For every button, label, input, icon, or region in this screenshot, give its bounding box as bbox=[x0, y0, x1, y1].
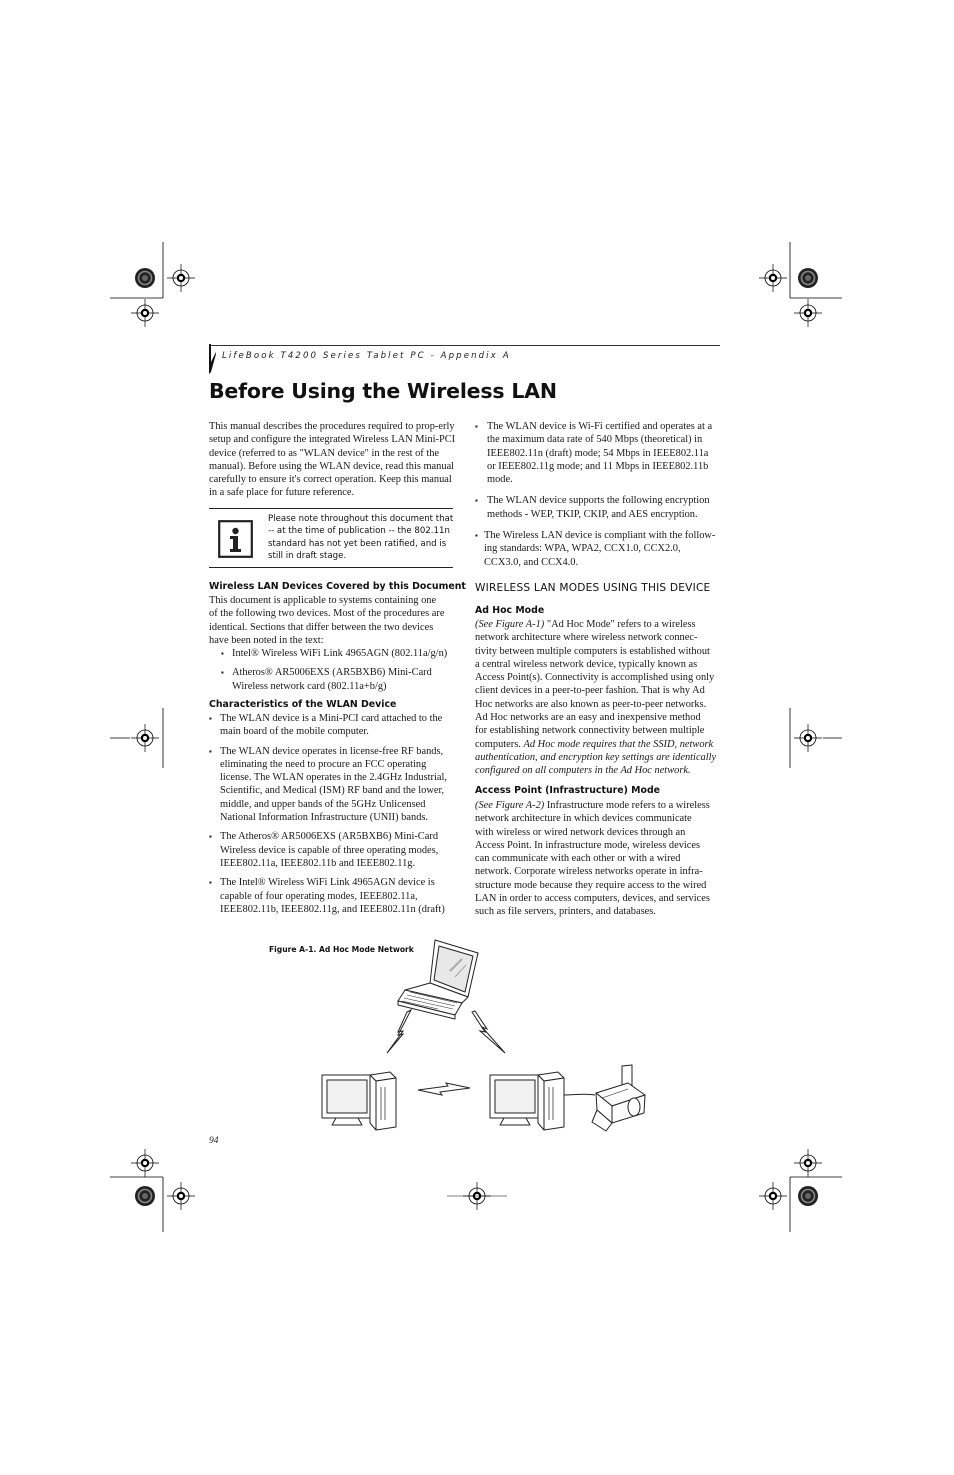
characteristics-list bbox=[209, 712, 464, 922]
right-features-list bbox=[475, 420, 725, 576]
characteristics-heading: Characteristics of the WLAN Device bbox=[209, 699, 397, 710]
devices-heading: Wireless LAN Devices Covered by this Document bbox=[209, 581, 466, 592]
list-item bbox=[221, 647, 461, 660]
intro-paragraph bbox=[209, 420, 459, 500]
text-line: CCX3.0, and CCX4.0. bbox=[484, 556, 579, 568]
text-line: the maximum data rate of 540 Mbps (theoretical) in bbox=[487, 434, 703, 446]
list-item bbox=[209, 876, 464, 916]
list-item bbox=[475, 529, 725, 569]
list-item bbox=[209, 712, 464, 739]
text-line: methods - WEP, TKIP, CKIP, and AES encryption. bbox=[487, 508, 698, 520]
laptop-icon bbox=[398, 940, 478, 1019]
page-number: 94 bbox=[209, 1136, 219, 1146]
text-line bbox=[475, 618, 725, 631]
text-line: ▪ Intel® Wireless WiFi Link 4965AGN (802.11a/g/n) bbox=[232, 648, 448, 659]
note-line: still in draft stage. bbox=[268, 551, 347, 562]
text-line: identical. Sections that differ between the two devices bbox=[209, 621, 434, 633]
text-line: ▪ The Intel® Wireless WiFi Link 4965AGN device is bbox=[220, 877, 435, 889]
list-item bbox=[209, 745, 464, 825]
text-line: Wireless device is capable of three operating modes, bbox=[220, 844, 439, 856]
text-line: middle, and upper bands of the 5GHz Unlicensed bbox=[220, 798, 426, 810]
text-line: client devices in a peer-to-peer fashion. That is why Ad bbox=[475, 685, 705, 697]
figure-reference: (See Figure A-2) bbox=[475, 800, 545, 811]
text-line: structure mode because they require access to the wired bbox=[475, 879, 707, 891]
header-marker bbox=[209, 344, 217, 374]
modes-heading: WIRELESS LAN MODES USING THIS DEVICE bbox=[475, 582, 711, 594]
figure-reference: (See Figure A-1) bbox=[475, 619, 545, 630]
info-icon bbox=[218, 520, 253, 558]
text-span: Infrastructure mode refers to a wireless bbox=[544, 800, 710, 811]
text-line: LAN in order to access computers, devices, and services bbox=[475, 893, 710, 905]
ap-paragraph bbox=[475, 799, 725, 919]
text-line: ▪ The WLAN device supports the following encryption bbox=[487, 495, 710, 507]
list-item bbox=[475, 420, 725, 486]
text-line: have been noted in the text: bbox=[209, 634, 324, 646]
text-line: with wireless or wired network devices through an bbox=[475, 826, 686, 838]
text-line: eliminating the need to procure an FCC operating bbox=[220, 758, 427, 770]
text-line bbox=[475, 738, 725, 751]
text-line bbox=[475, 799, 725, 812]
adhoc-heading: Ad Hoc Mode bbox=[475, 605, 545, 616]
desktop-computer-icon bbox=[322, 1072, 396, 1130]
printer-icon bbox=[592, 1065, 645, 1131]
text-line: IEEE802.11n (draft) mode; 54 Mbps in IEEE802.11a bbox=[487, 447, 709, 459]
text-line: license. The WLAN operates in the 2.4GHz Industrial, bbox=[220, 772, 447, 784]
text-line: ▪ The Wireless LAN device is compliant with the follow- bbox=[484, 530, 716, 542]
devices-list bbox=[221, 647, 461, 699]
list-item bbox=[475, 494, 725, 521]
text-span: computers. bbox=[475, 738, 524, 750]
ap-heading: Access Point (Infrastructure) Mode bbox=[475, 785, 661, 796]
list-item bbox=[209, 830, 464, 870]
text-line: Access Point. In infrastructure mode, wireless devices bbox=[475, 839, 701, 851]
text-line: Wireless network card (802.11a+b/g) bbox=[232, 680, 387, 692]
text-span: "Ad Hoc Mode" refers to a wireless bbox=[544, 619, 696, 630]
text-span: Ad Hoc mode requires that the SSID, network bbox=[523, 738, 714, 750]
header-rule bbox=[210, 345, 720, 346]
text-line: for establishing network connectivity between multiple bbox=[475, 725, 705, 737]
note-box bbox=[209, 508, 453, 568]
desktop-computer-icon bbox=[490, 1072, 595, 1130]
running-header: LifeBook T4200 Series Tablet PC - Appendix A bbox=[222, 351, 511, 361]
adhoc-network-illustration bbox=[310, 935, 650, 1135]
text-span: authentication, and encryption key settings are identically bbox=[475, 751, 717, 763]
text-line: or IEEE802.11g mode; and 11 Mbps in IEEE802.11b bbox=[487, 460, 709, 472]
text-line: IEEE802.11a, IEEE802.11b and IEEE802.11g. bbox=[220, 857, 416, 869]
text-line: mode. bbox=[487, 474, 513, 486]
text-line bbox=[475, 764, 725, 777]
text-line: network architecture where wireless network connec- bbox=[475, 632, 698, 644]
text-line: ▪ Atheros® AR5006EXS (AR5BXB6) Mini-Card bbox=[232, 667, 432, 679]
text-line: Access Point(s). Connectivity is accomplished using only bbox=[475, 672, 715, 684]
text-line: Hoc networks are also known as peer-to-peer networks. bbox=[475, 698, 707, 710]
text-line: ▪ The WLAN device is Wi-Fi certified and operates at a bbox=[487, 421, 713, 432]
text-line: tivity between multiple computers is established without bbox=[475, 645, 710, 657]
page-title: Before Using the Wireless LAN bbox=[209, 379, 557, 403]
text-line: National Information Infrastructure (UNII) bands. bbox=[220, 812, 429, 824]
note-line: Please note throughout this document that bbox=[268, 514, 454, 524]
text-span: configured on all computers in the Ad Hoc network. bbox=[475, 765, 691, 777]
note-line: standard has not yet been ratified, and is bbox=[268, 538, 447, 549]
text-line: ▪ The Atheros® AR5006EXS (AR5BXB6) Mini-Card bbox=[220, 831, 439, 843]
text-line: This document is applicable to systems containing one bbox=[209, 595, 437, 606]
intro-text: This manual describes the procedures required to prop-erly setup and configure the integrated Wireless LAN Mini-PCI device (referred to as "WLAN device" in the rest of the manual). Before using the WLAN device, read this manual carefully to ensure it's correct operation. Keep this manual in a safe place for future reference. bbox=[209, 421, 456, 499]
adhoc-paragraph bbox=[475, 618, 725, 778]
list-item bbox=[221, 666, 461, 693]
note-line: -- at the time of publication -- the 802.11n bbox=[268, 526, 450, 537]
text-line: of the following two devices. Most of the procedures are bbox=[209, 608, 445, 620]
devices-paragraph bbox=[209, 594, 459, 647]
text-line: ▪ The WLAN device operates in license-free RF bands, bbox=[220, 745, 444, 757]
text-line bbox=[475, 751, 725, 764]
text-line: such as file servers, printers, and databases. bbox=[475, 906, 656, 918]
text-line: Scientific, and Medical (ISM) RF band and the lower, bbox=[220, 785, 445, 797]
figure-caption: Figure A-1. Ad Hoc Mode Network bbox=[269, 945, 414, 954]
text-line: main board of the mobile computer. bbox=[220, 726, 369, 738]
text-line: IEEE802.11b, IEEE802.11g, and IEEE802.11n (draft) bbox=[220, 903, 445, 915]
text-line: capable of four operating modes, IEEE802.11a, bbox=[220, 890, 418, 902]
text-line: network. Corporate wireless networks operate in infra- bbox=[475, 866, 703, 878]
text-line: network architecture in which devices communicate bbox=[475, 813, 692, 825]
text-line: ing standards: WPA, WPA2, CCX1.0, CCX2.0, bbox=[484, 543, 681, 555]
text-line: a central wireless network device, typically known as bbox=[475, 658, 698, 670]
text-line: Ad Hoc networks are an easy and inexpensive method bbox=[475, 712, 701, 724]
note-text bbox=[268, 513, 454, 563]
wireless-signal-icon bbox=[387, 1010, 505, 1095]
text-line: can communicate with each other or with a wired bbox=[475, 853, 681, 865]
text-line: ▪ The WLAN device is a Mini-PCI card attached to the bbox=[220, 713, 443, 724]
